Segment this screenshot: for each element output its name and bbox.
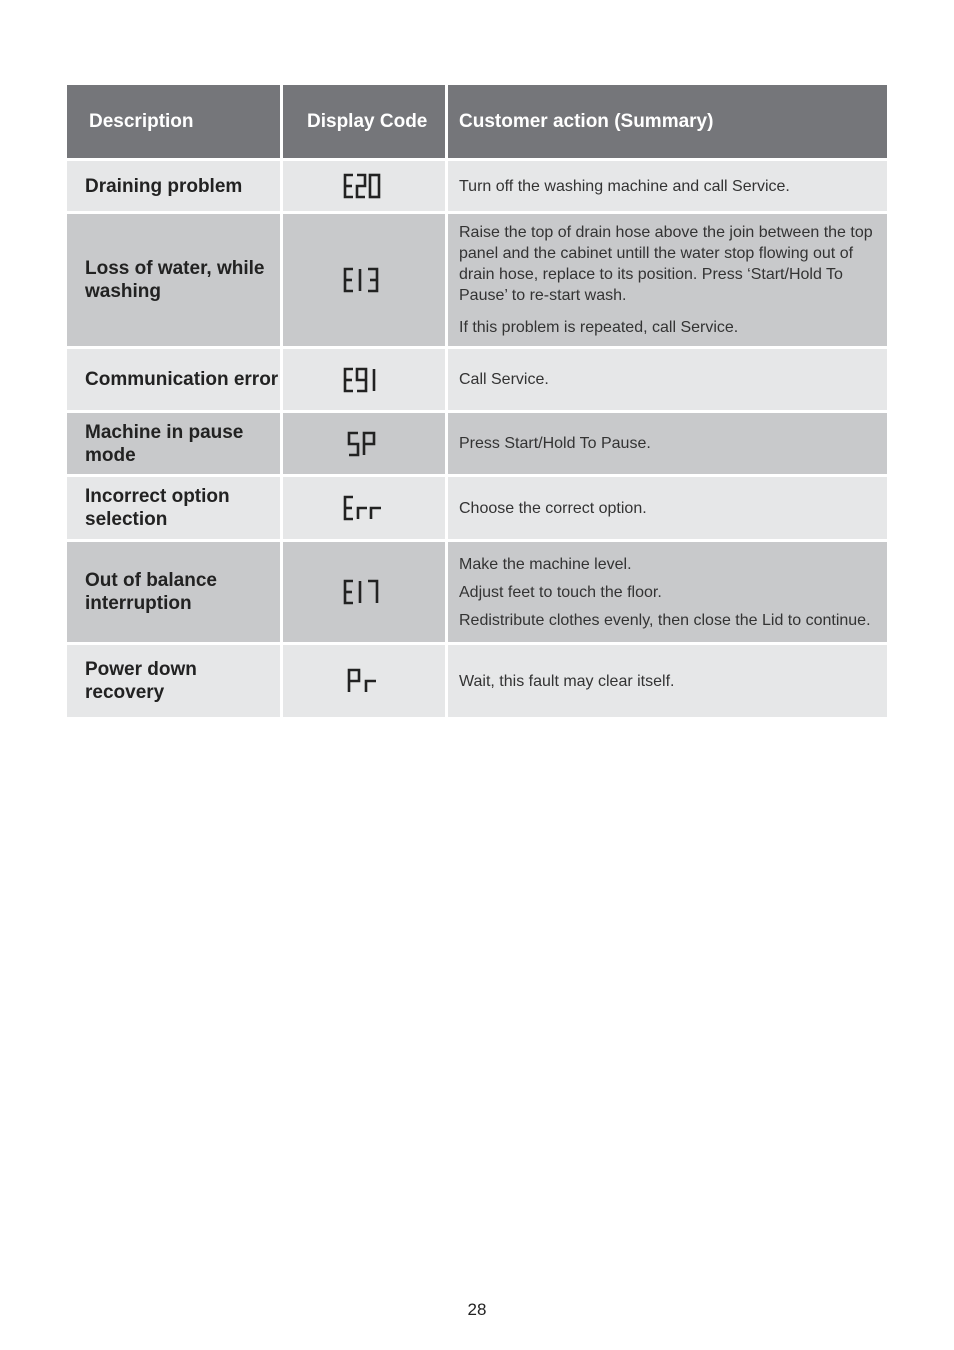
action-text: Wait, this fault may clear itself. bbox=[459, 672, 675, 690]
header-display-code: Display Code bbox=[283, 85, 445, 158]
row-description: Draining problem bbox=[67, 161, 280, 211]
row-description: Communication error bbox=[67, 349, 280, 410]
display-code-e17 bbox=[283, 542, 445, 642]
seven-segment-e20-icon bbox=[343, 173, 385, 199]
display-code-e20 bbox=[283, 161, 445, 211]
action-text: Adjust feet to touch the floor. bbox=[459, 583, 662, 601]
row-description: Power down recovery bbox=[67, 645, 280, 717]
row-description: Out of balance interruption bbox=[67, 542, 280, 642]
page-number: 28 bbox=[467, 1300, 487, 1319]
row-description: Incorrect option selection bbox=[67, 477, 280, 539]
seven-segment-sp-icon bbox=[347, 431, 381, 457]
action-text: Choose the correct option. bbox=[459, 499, 647, 517]
action-cell bbox=[448, 413, 887, 474]
seven-segment-e13-icon bbox=[343, 267, 385, 293]
action-text: Turn off the washing machine and call Service. bbox=[459, 177, 790, 195]
action-text: Raise the top of drain hose above the join between the top panel and the cabinet untill the water stop flowing out of drain hose, replace to its position. Press ‘Start/Hold To Pause’ to re-start wash. bbox=[459, 224, 873, 304]
display-code-sp bbox=[283, 413, 445, 474]
action-cell bbox=[448, 542, 887, 642]
header-customer-action: Customer action (Summary) bbox=[448, 85, 887, 158]
seven-segment-e91-icon bbox=[343, 367, 385, 393]
action-cell bbox=[448, 214, 887, 346]
action-text: Redistribute clothes evenly, then close the Lid to continue. bbox=[459, 611, 871, 629]
action-cell bbox=[448, 477, 887, 539]
seven-segment-err-icon bbox=[343, 495, 385, 521]
display-code-err bbox=[283, 477, 445, 539]
header-description: Description bbox=[67, 85, 280, 158]
seven-segment-e17-icon bbox=[343, 579, 385, 605]
display-code-pr bbox=[283, 645, 445, 717]
row-description: Machine in pause mode bbox=[67, 413, 280, 474]
error-code-table bbox=[67, 85, 887, 717]
display-code-e13 bbox=[283, 214, 445, 346]
row-description: Loss of water, while washing bbox=[67, 214, 280, 346]
action-text: Call Service. bbox=[459, 371, 549, 388]
action-cell bbox=[448, 161, 887, 211]
display-code-e91 bbox=[283, 349, 445, 410]
action-text: Make the machine level. bbox=[459, 555, 632, 573]
action-cell bbox=[448, 349, 887, 410]
seven-segment-pr-icon bbox=[347, 668, 381, 694]
action-text: If this problem is repeated, call Service. bbox=[459, 319, 739, 336]
action-text: Press Start/Hold To Pause. bbox=[459, 435, 651, 452]
action-cell bbox=[448, 645, 887, 717]
